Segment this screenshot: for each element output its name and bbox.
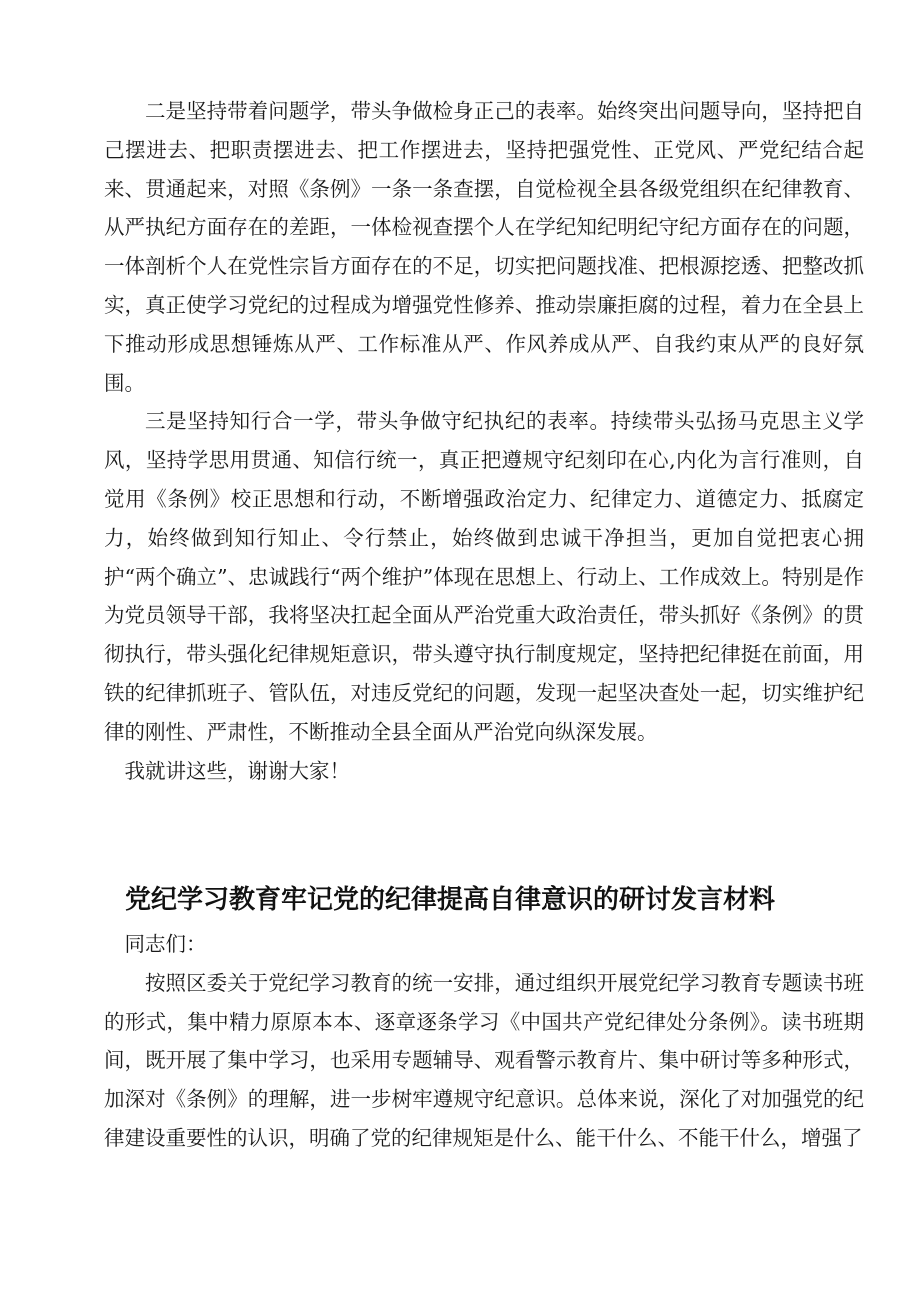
speech-section: [104, 92, 864, 790]
closing-remark: 我就讲这些，谢谢大家！: [124, 758, 350, 783]
salutation: 同志们：: [124, 932, 207, 956]
paragraph-point-three: 三是坚持知行合一学，带头争做守纪执纪的表率。持续带头弘扬马克思主义学风，坚持学思用贯通、知信行统一，真正把遵规守纪刻印在心,内化为言行准则，自觉用《条例》校正思想和行动，不断增强政治定力、纪律定力、道德定力、抵腐定力，始终做到知行知止、令行禁止，始终做到忠诚干净担当，更加自觉把衷心拥护“两个确立”、忠诚践行“两个维护”体现在思想上、行动上、工作成效上。特别是作为党员领导干部，我将坚决扛起全面从严治党重大政治责任，带头抓好《条例》的贯彻执行，带头强化纪律规矩意识，带头遵守执行制度规定，坚持把纪律挺在前面，用铁的纪律抓班子、管队伍，对违反党纪的问题，发现一起坚决查处一起，切实维护纪律的刚性、严肃性，不断推动全县全面从严治党向纵深发展。: [104, 409, 864, 744]
paragraph-intro: 按照区委关于党纪学习教育的统一安排，通过组织开展党纪学习教育专题读书班的形式，集中精力原原本本、逐章逐条学习《中国共产党纪律处分条例》。读书班期间，既开展了集中学习，也采用专题辅导、观看警示教育片、集中研讨等多种形式，加深对《条例》的理解，进一步树牢遵规守纪意识。总体来说，深化了对加强党的纪律建设重要性的认识，明确了党的纪律规矩是什么、能干什么、不能干什么，增强了: [104, 970, 864, 1150]
document-title: 党纪学习教育牢记党的纪律提高自律意识的研讨发言材料: [125, 885, 776, 915]
paragraph-point-two: 二是坚持带着问题学，带头争做检身正己的表率。始终突出问题导向，坚持把自己摆进去、把职责摆进去、把工作摆进去，坚持把强党性、正党风、严党纪结合起来、贯通起来，对照《条例》一条一条查摆，自觉检视全县各级党组织在纪律教育、从严执纪方面存在的差距，一体检视查摆个人在学纪知纪明纪守纪方面存在的问题，一体剖析个人在党性宗旨方面存在的不足，切实把问题找准、把根源挖透、把整改抓实，真正使学习党纪的过程成为增强党性修养、推动崇廉拒腐的过程，着力在全县上下推动形成思想锤炼从严、工作标准从严、作风养成从严、自我约束从严的良好氛围。: [104, 99, 864, 395]
report-section: [104, 925, 864, 1158]
